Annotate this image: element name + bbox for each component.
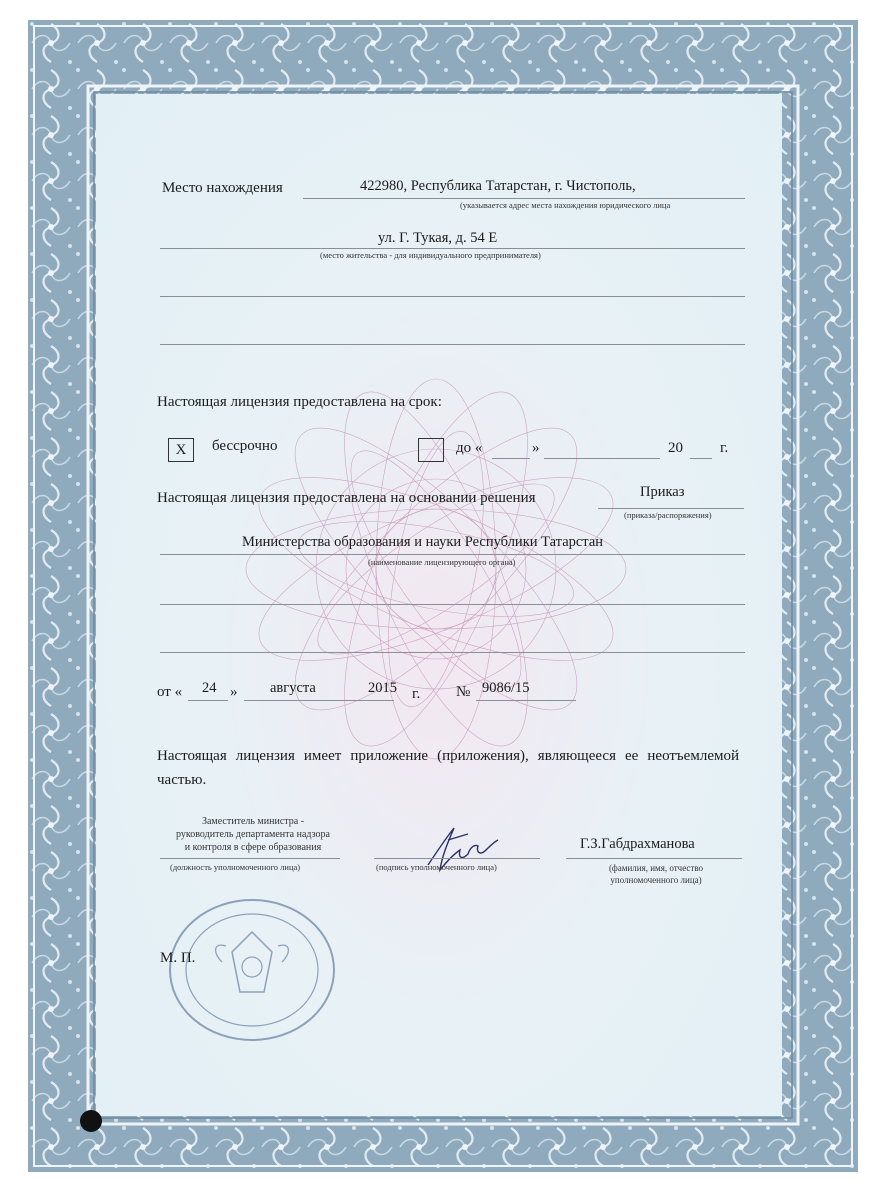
position-line-3: и контроля в сфере образования [184,842,322,853]
until-month-rule [544,458,660,459]
name-rule [566,858,742,859]
name-caption-2: уполномоченного лица) [610,875,702,885]
basis-doc-caption: (приказа/распоряжения) [624,510,712,520]
order-number-rule [476,700,576,701]
punch-hole [80,1110,102,1132]
order-number: 9086/15 [482,680,530,696]
signature-rule [374,858,540,859]
until-day-rule [492,458,530,459]
position-caption: (должность уполномоченного лица) [170,862,301,872]
order-month-rule [244,700,394,701]
until-prefix: до « [456,440,483,456]
blank-rule-2 [160,344,745,345]
appendix-statement: Настоящая лицензия имеет приложение (приложения), являющееся ее неотъемлемой частью. [157,748,739,788]
position-line-1: Заместитель министра - [201,816,305,827]
blank-rule-4 [160,652,745,653]
position-rule [160,858,340,859]
until-close: » [532,440,540,456]
address-line-2: ул. Г. Тукая, д. 54 Е [378,230,498,246]
order-month: августа [270,680,316,696]
order-year: 2015 [368,680,397,696]
basis-doc-rule [598,508,744,509]
guilloche-rosette [236,359,636,779]
unlimited-label: бессрочно [212,438,278,454]
signature-caption: (подпись уполномоченного лица) [376,862,497,872]
address-label: Место нахождения [162,180,283,196]
address-line-1-rule [303,198,745,199]
address-line-2-rule [160,248,745,249]
basis-doc-type: Приказ [640,484,685,500]
address-caption-2: (место жительства - для индивидуального предпринимателя) [320,250,541,260]
blank-rule-3 [160,604,745,605]
authority-caption: (наименование лицензирующего органа) [368,557,516,567]
until-checkbox [418,438,444,462]
until-year-prefix: 20 [668,440,683,456]
order-year-suffix: г. [412,686,421,702]
position-line-2: руководитель департамента надзора [176,829,330,840]
authority-rule [160,554,745,555]
order-day-rule [188,700,228,701]
term-label: Настоящая лицензия предоставлена на срок: [157,394,442,410]
name-caption-1: (фамилия, имя, отчество [608,863,704,873]
order-day: 24 [202,680,217,696]
until-year-rule [690,458,712,459]
order-day-close: » [230,684,238,700]
blank-rule-1 [160,296,745,297]
order-number-sign: № [456,684,471,700]
address-caption-1: (указывается адрес места нахождения юридического лица [460,200,671,210]
until-year-suffix: г. [720,440,729,456]
signatory-name: Г.З.Габдрахманова [580,836,695,852]
address-line-1: 422980, Республика Татарстан, г. Чистополь, [360,178,636,194]
basis-label: Настоящая лицензия предоставлена на основании решения [157,490,536,506]
authority-name: Министерства образования и науки Республики Татарстан [242,534,604,550]
stamp-place: М. П. [160,950,196,966]
order-from-prefix: от « [157,684,183,700]
official-seal-icon [152,892,338,1042]
unlimited-checkbox: X [168,438,194,462]
